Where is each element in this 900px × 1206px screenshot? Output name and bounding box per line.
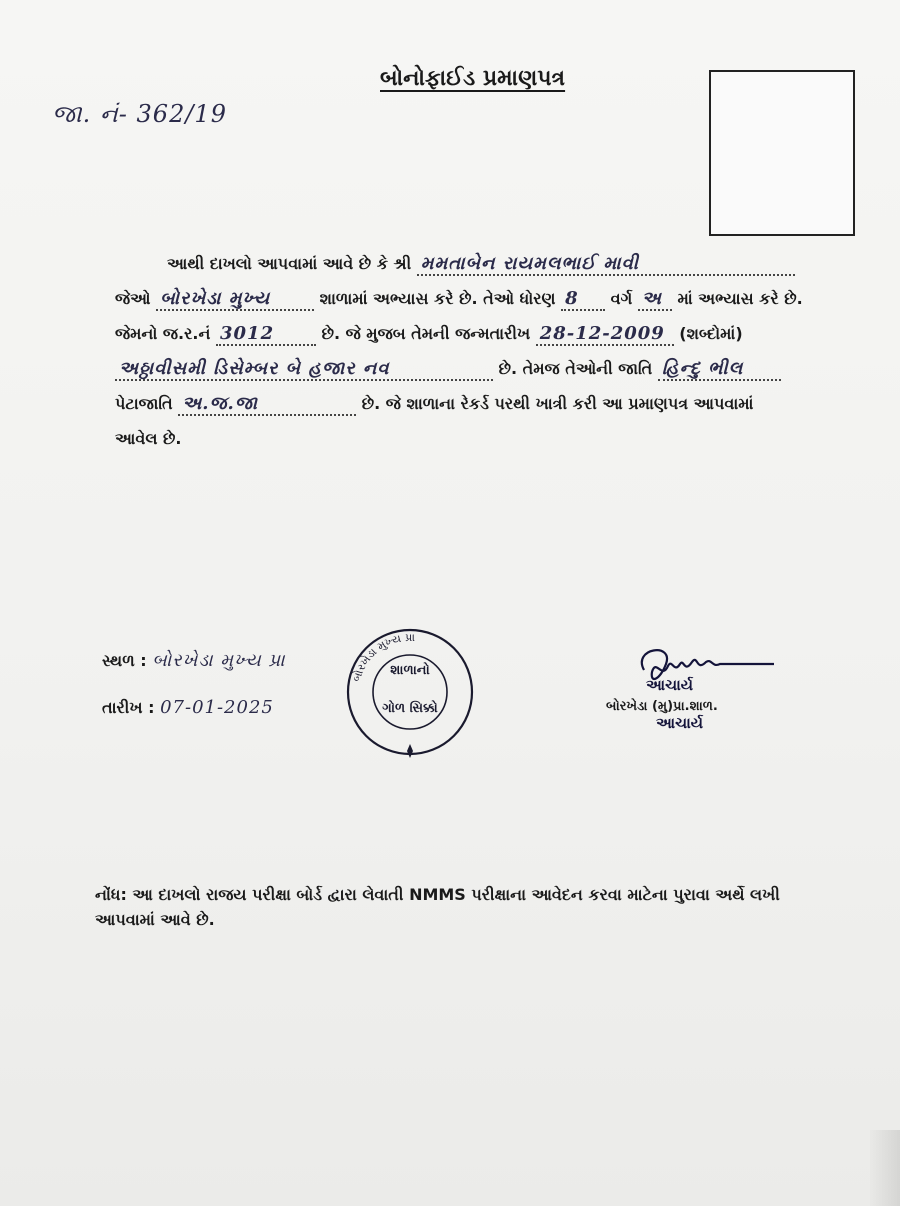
place-row [102,650,286,671]
line5-suffix: છે. જે શાળાના રેકર્ડ પરથી ખાત્રી કરી આ પ્રમાણપત્ર આપવામાં [361,394,754,413]
register-field [216,325,316,346]
principal-signature [602,640,792,750]
birth-words-field [115,360,493,381]
date-row [102,697,274,718]
line1-prefix: આથી દાખલો આપવામાં આવે છે કે શ્રી [167,254,412,273]
body-line-6 [115,421,865,456]
certificate-body [115,246,865,456]
line3-suffix: (શબ્દોમાં) [679,324,743,343]
place-label: સ્થળ : [102,651,147,670]
note: નોંધ: આ દાખલો રાજય પરીક્ષા બોર્ડ દ્વારા લેવાતી NMMS પરીક્ષાના આવેદન કરવા માટેના પુરાવા અર્થે લખી આપવામાં આવે છે. [95,885,780,929]
reference-number: જા. નં- 362/19 [52,100,227,128]
signature-school: બોરખેડા (મુ)પ્રા.શાળ. [606,699,718,714]
register-number: 3012 [220,323,275,344]
seal-center-line-2: ગોળ સિક્કો [382,701,438,716]
photo-box [709,70,855,236]
division-field [638,290,672,311]
line2-mid: શાળામાં અભ્યાસ કરે છે. તેઓ ધોરણ [319,289,556,308]
line4-mid: છે. તેમજ તેઓની જાતિ [498,359,653,378]
caste-value: હિન્દુ ભીલ [661,358,744,379]
subcaste-field [178,395,356,416]
school-field [156,290,314,311]
standard-field [561,290,605,311]
birth-date: 28-12-2009 [539,323,665,344]
seal-center-line-1: શાળાનો [390,663,430,678]
signature-role: આચાર્ય [656,714,704,732]
subcaste-value: અ.જ.જા [182,393,259,414]
date-label: તારીખ : [102,698,155,717]
birth-date-field [536,325,674,346]
seal-outer-ring [348,630,472,754]
line6-text: આવેલ છે. [115,429,182,448]
line2-prefix: જેઓ [115,289,151,308]
school-seal [345,620,475,760]
line2-class: વર્ગ [610,289,633,308]
signature-top-label: આચાર્ય [646,676,694,694]
body-line-4 [115,351,865,386]
division-value: અ [641,288,662,309]
line5-prefix: પેટાજાતિ [115,394,173,413]
seal-star-icon [407,744,413,758]
birth-date-words: અઠ્ઠાવીસમી ડિસેમ્બર બે હજાર નવ [119,358,390,379]
seal-arc-text-path: બોરખેડા મુખ્ય પ્રા [350,630,416,684]
certificate-title: બોનોફાઈડ પ્રમાણપત્ર [380,66,566,91]
place-value: બોરખેડા મુખ્ય પ્રા [152,650,286,671]
line3-mid: છે. જે મુજબ તેમની જન્મતારીખ [321,324,531,343]
line2-suffix: માં અભ્યાસ કરે છે. [677,289,803,308]
body-line-2 [115,281,865,316]
student-name-field [417,255,795,276]
line3-prefix: જેમનો જ.ર.નં [115,324,211,343]
standard-value: 8 [565,288,579,309]
date-value: 07-01-2025 [160,697,274,718]
signature-scribble [642,650,774,679]
caste-field [658,360,781,381]
school-name: બોરખેડા મુખ્ય [160,288,271,309]
body-line-3 [115,316,865,351]
body-line-1 [115,246,865,281]
student-name: મમતાબેન રાયમલભાઈ માવી [420,253,639,274]
paper-edge [870,1130,900,1206]
body-line-5 [115,386,865,421]
